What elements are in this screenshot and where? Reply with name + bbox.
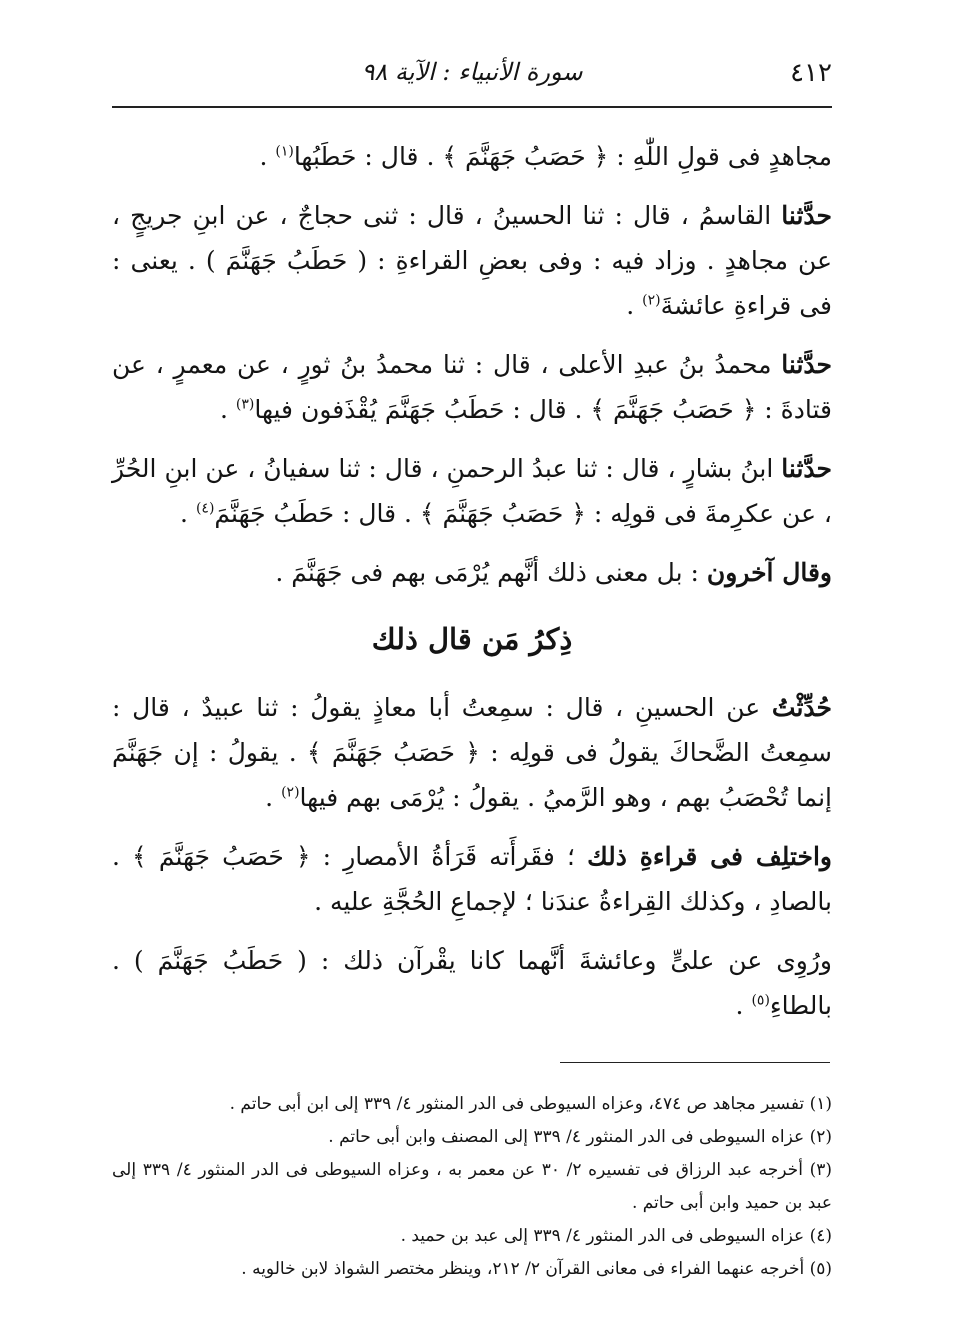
paragraph-lead: حُدِّثْتُ (771, 693, 832, 722)
section-heading: ذِكرُ مَن قال ذلك (371, 622, 573, 656)
footnote-4: (٤) عزاه السيوطى فى الدر المنثور ٤/ ٣٣٩ إلى عبد بن حميد . (400, 1226, 832, 1246)
paragraph-lead: واختلِف فى قراءةِ ذلك (587, 842, 833, 871)
paragraph-tail: . (259, 142, 276, 171)
footnote-marker: (٢) (642, 292, 661, 309)
paragraph-1 (112, 134, 832, 179)
paragraph-5 (112, 550, 832, 595)
paragraph-tail: . (626, 291, 643, 320)
footnote-marker: (٥) (751, 992, 770, 1009)
footnote-3: (٣) أخرجه عبد الرزاق فى تفسيره ٢/ ٣٠ عن معمر به ، وعزاه السيوطى فى الدر المنثور ٤/ ٣٣٩ إلى عبد بن حميد وابن أبى حاتم . (112, 1160, 832, 1213)
footnote-marker: (١) (275, 143, 294, 160)
footnote-marker: (٢) (281, 784, 300, 801)
paragraph-6 (112, 685, 832, 820)
paragraph-tail: . (220, 395, 236, 424)
footnotes (112, 1088, 832, 1286)
paragraph-4 (112, 446, 832, 536)
paragraph-text: القاسمُ ، قال : ثنا الحسينُ ، قال : ثنى حجاجٌ ، عن ابنِ جريجٍ ، عن مجاهدٍ . وزاد فيه : وفى بعضِ القراءةِ : ( حَطَبُ جَهَنَّمَ ) . يعنى : فى قراءةِ عائشةَ (112, 201, 832, 320)
paragraph-text: ورُوِى عن علىٍّ وعائشةَ أنَّهما كانا يقْرآن ذلك : ( حَطَبُ جَهَنَّمَ ) . بالطاءِ (112, 946, 832, 1020)
paragraph-tail: . (265, 783, 282, 812)
footnote-2: (٢) عزاه السيوطى فى الدر المنثور ٤/ ٣٣٩ إلى المصنف وابن أبى حاتم . (328, 1127, 832, 1147)
paragraph-tail: . (180, 499, 196, 528)
paragraph-lead: حدَّثنا (781, 201, 832, 230)
paragraph-2 (112, 193, 832, 328)
paragraph-tail: . (735, 991, 752, 1020)
footnote-rule (560, 1062, 830, 1063)
footnote-marker: (٤) (195, 500, 215, 517)
paragraph-text: محمدُ بنُ عبدِ الأعلى ، قال : ثنا محمدُ بنُ ثورٍ ، عن معمرٍ ، عن قتادةَ : ﴿ حَصَبُ جَهَنَّمَ ﴾ . قال : حَطَبُ جَهَنَّمَ يُقْذَفون فيها (112, 350, 832, 424)
paragraph-text: مجاهدٍ فى قولِ اللّٰهِ : ﴿ حَصَبُ جَهَنَّمَ ﴾ . قال : حَطَبُها (293, 142, 832, 171)
body-text (112, 134, 832, 1042)
paragraph-lead: حدَّثنا (781, 454, 832, 483)
paragraph-text: عن الحسينِ ، قال : سمِعتُ أبا معاذٍ يقولُ : ثنا عبيدٌ ، قال : سمِعتُ الضَّحاكَ يقولُ فى قولِه : ﴿ حَصَبُ جَهَنَّمَ ﴾ . يقولُ : إن جَهَنَّمَ إنما تُحْصَبُ بهم ، وهو الرَّميُ . يقولُ : يُرْمَى بهم فيها (112, 693, 832, 812)
paragraph-7 (112, 834, 832, 924)
paragraph-lead: حدَّثنا (781, 350, 832, 379)
paragraph-text: : بل معنى ذلك أنَّهم يُرْمَى بهم فى جَهَنَّمَ . (275, 558, 707, 587)
page-header (112, 52, 832, 102)
footnote-marker: (٣) (235, 396, 255, 413)
paragraph-3 (112, 342, 832, 432)
paragraph-text: ؛ فقَرأَته قَرَأةُ الأمصارِ : ﴿ حَصَبُ جَهَنَّمَ ﴾ . بالصادِ ، وكذلك القِراءةُ عندَنا ؛ لإجماعِ الحُجَّةِ عليه . (112, 842, 832, 916)
footnote-1: (١) تفسير مجاهد ص ٤٧٤، وعزاه السيوطى فى الدر المنثور ٤/ ٣٣٩ إلى ابن أبى حاتم . (229, 1094, 832, 1114)
paragraph-lead: وقال آخرون (706, 558, 832, 587)
running-title: سورة الأنبياء : الآية ٩٨ (361, 58, 583, 86)
page-number: ٤١٢ (790, 58, 832, 88)
footnote-5: (٥) أخرجه عنهما الفراء فى معانى القرآن ٢/ ٢١٢، وينظر مختصر الشواذ لابن خالويه . (241, 1259, 832, 1279)
paragraph-text: ابنُ بشارٍ ، قال : ثنا عبدُ الرحمنِ ، قال : ثنا سفيانُ ، عن ابنِ الحُرِّ ، عن عكرِمةَ فى قولِه : ﴿ حَصَبُ جَهَنَّمَ ﴾ . قال : حَطَبُ جَهَنَّمَ (112, 454, 832, 528)
header-rule (112, 106, 832, 108)
paragraph-8 (112, 938, 832, 1028)
